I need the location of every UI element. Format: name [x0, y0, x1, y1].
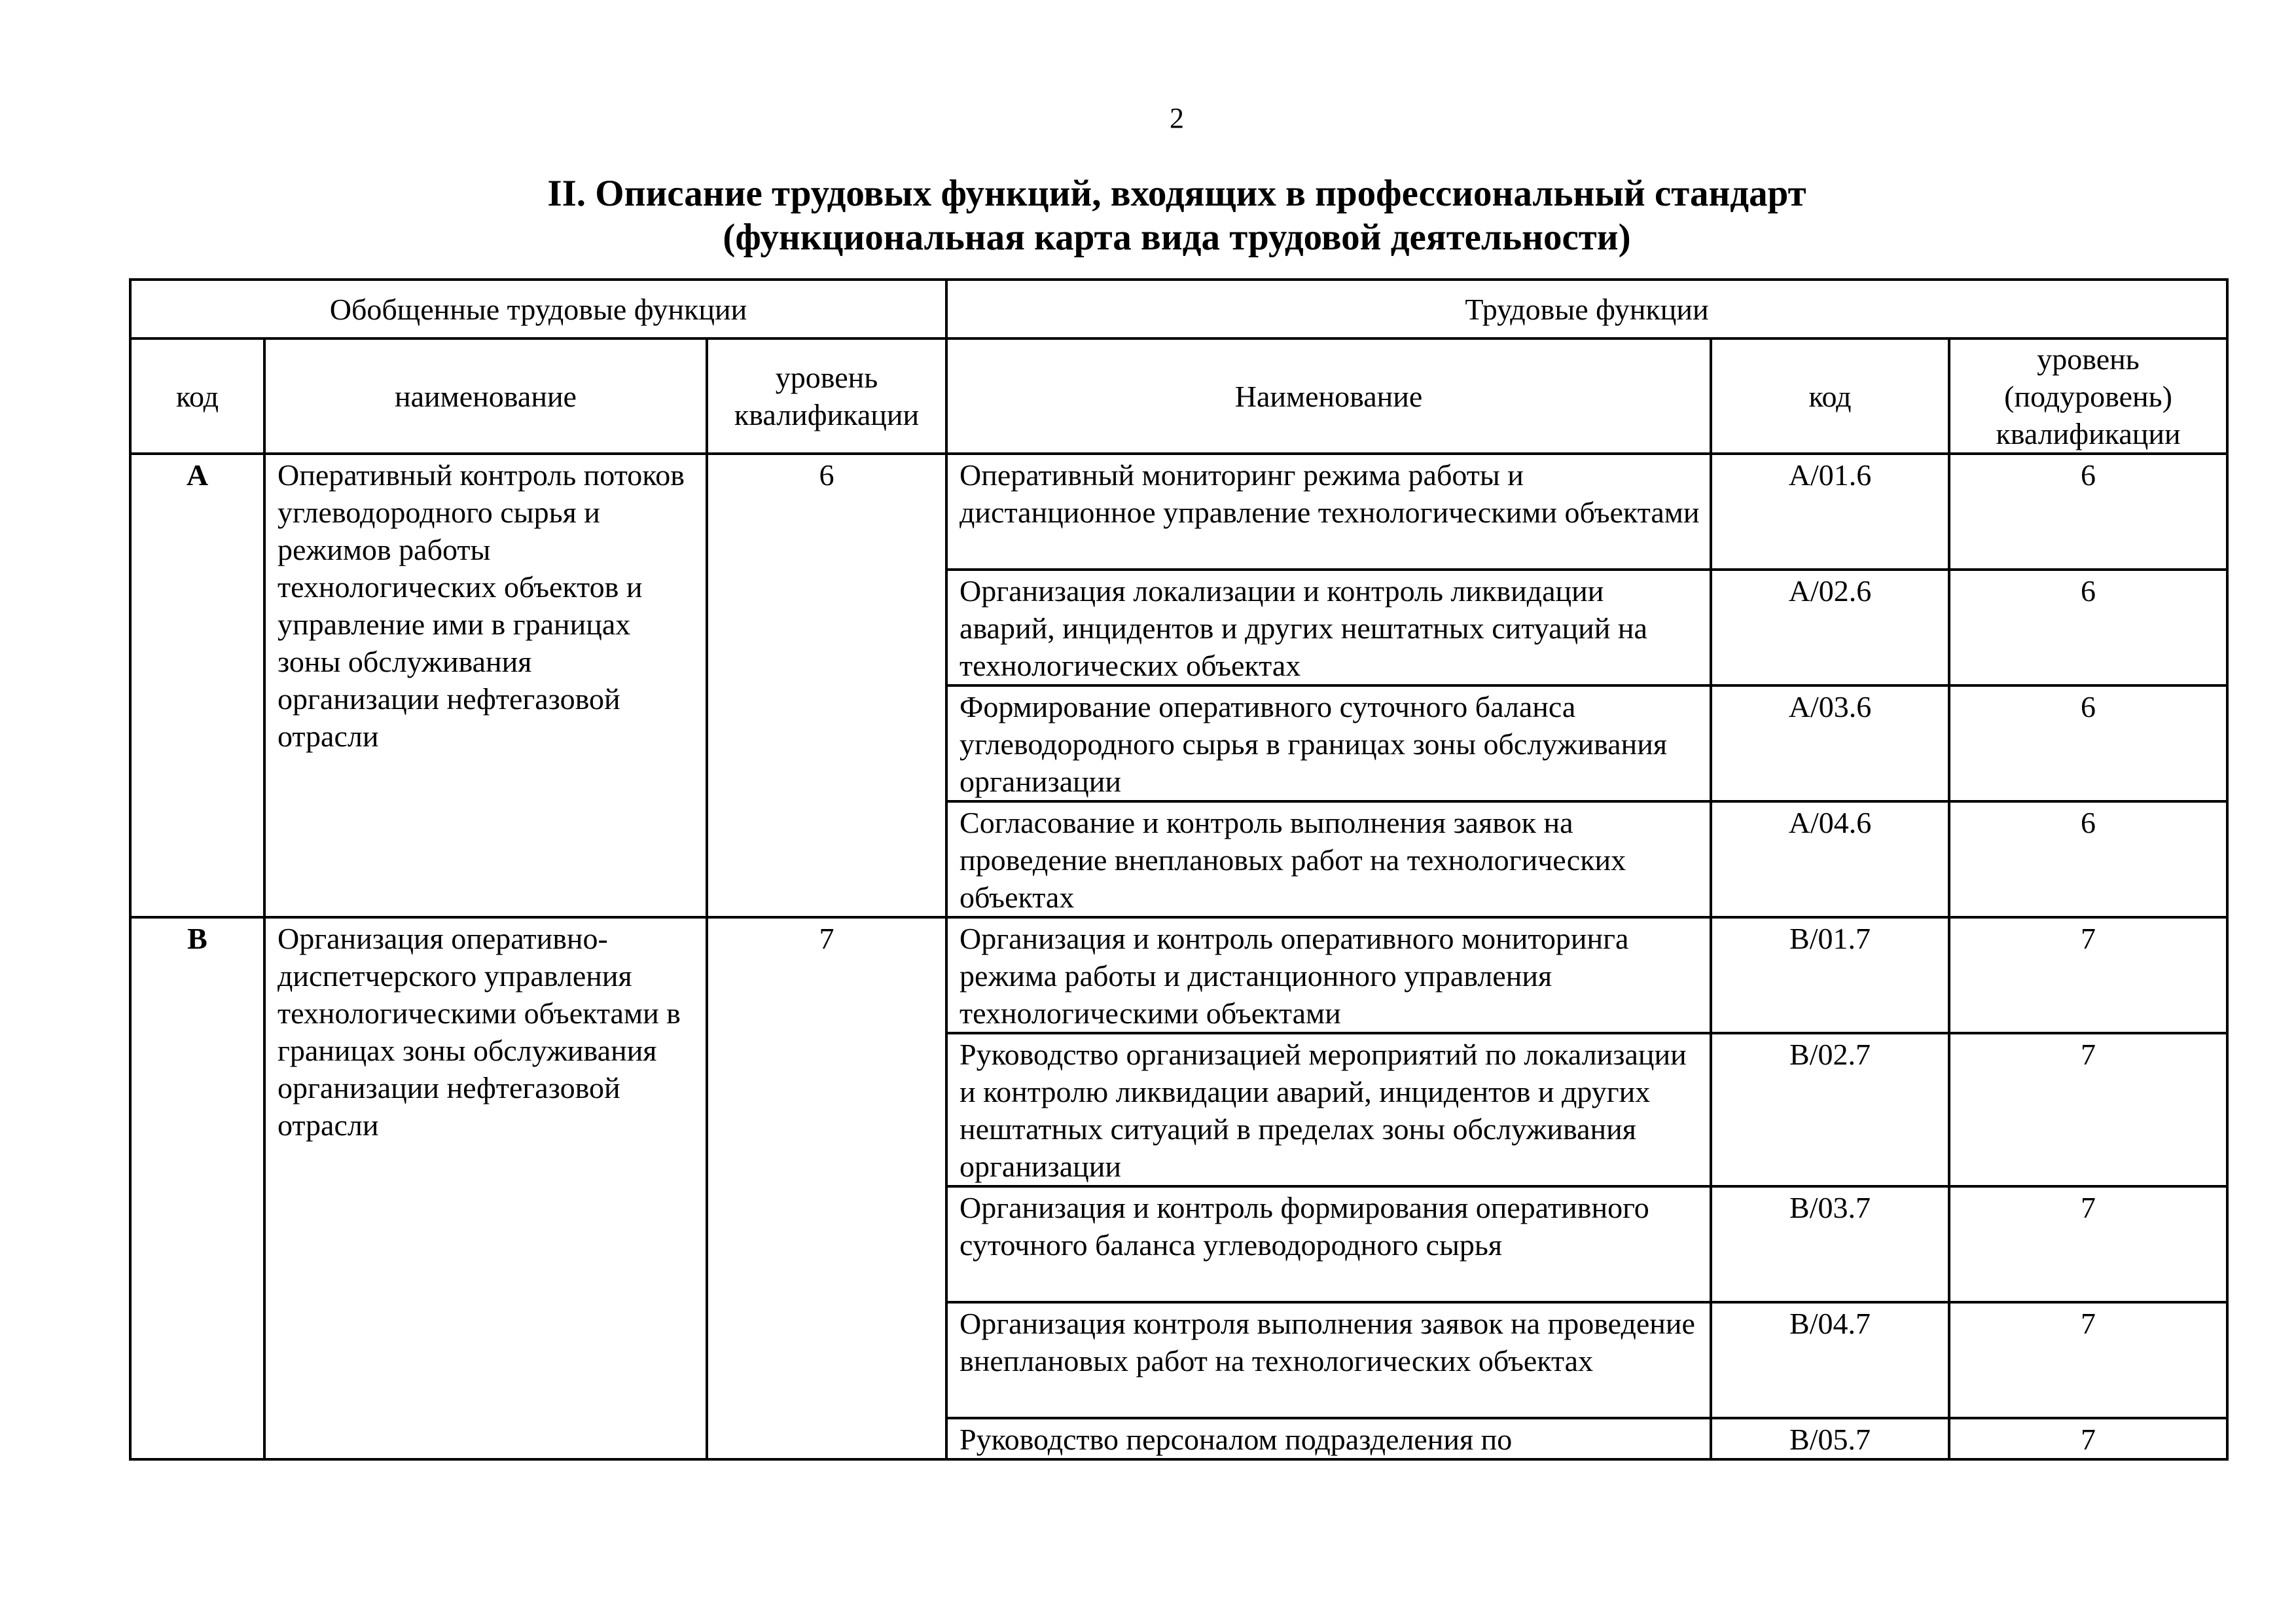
col-header-level: уровень квалификации — [707, 338, 946, 454]
tf-level: 6 — [1949, 454, 2227, 570]
gtf-name-a: Оперативный контроль потоков углеводородного сырья и режимов работы технологических объектов и управление ими в границах зоны обслуживания организации нефтегазовой отрасли — [264, 454, 707, 917]
col-header-code: код — [130, 338, 264, 454]
col-header-tf-code: код — [1711, 338, 1949, 454]
tf-code: В/04.7 — [1711, 1302, 1949, 1418]
tf-code: В/03.7 — [1711, 1186, 1949, 1302]
tf-level: 7 — [1949, 1302, 2227, 1418]
tf-name: Организация и контроль оперативного мониторинга режима работы и дистанционного управления технологическими объектами — [946, 917, 1711, 1033]
functional-map-table — [129, 278, 2229, 1461]
tf-level: 7 — [1949, 917, 2227, 1033]
gtf-level-a: 6 — [707, 454, 946, 917]
tf-name: Руководство организацией мероприятий по локализации и контролю ликвидации аварий, инцидентов и других нештатных ситуаций в пределах зоны обслуживания организации — [946, 1033, 1711, 1186]
tf-level: 7 — [1949, 1418, 2227, 1459]
title-line-1: II. Описание трудовых функций, входящих в профессиональный стандарт — [547, 173, 1806, 214]
tf-level: 6 — [1949, 685, 2227, 801]
tf-name: Оперативный мониторинг режима работы и дистанционное управление технологическими объектами — [946, 454, 1711, 570]
tf-level: 7 — [1949, 1033, 2227, 1186]
tf-name: Организация и контроль формирования оперативного суточного баланса углеводородного сырья — [946, 1186, 1711, 1302]
title-line-2: (функциональная карта вида трудовой деятельности) — [723, 217, 1631, 258]
tf-code: В/02.7 — [1711, 1033, 1949, 1186]
tf-code: В/05.7 — [1711, 1418, 1949, 1459]
table-row — [130, 917, 2227, 1033]
tf-name: Руководство персоналом подразделения по — [946, 1418, 1711, 1459]
group-header-row — [130, 280, 2227, 338]
tf-level: 6 — [1949, 801, 2227, 917]
tf-name: Согласование и контроль выполнения заявок на проведение внеплановых работ на технологических объектах — [946, 801, 1711, 917]
tf-level: 7 — [1949, 1186, 2227, 1302]
col-header-tf-level: уровень (подуровень) квалификации — [1949, 338, 2227, 454]
tf-level: 6 — [1949, 570, 2227, 685]
gtf-name-b: Организация оперативно-диспетчерского управления технологическими объектами в границах зоны обслуживания организации нефтегазовой отрасли — [264, 917, 707, 1459]
table-row — [130, 454, 2227, 570]
tf-code: А/01.6 — [1711, 454, 1949, 570]
tf-code: А/04.6 — [1711, 801, 1949, 917]
page-number: 2 — [1170, 102, 1184, 134]
tf-code: А/02.6 — [1711, 570, 1949, 685]
column-header-row — [130, 338, 2227, 454]
tf-code: В/01.7 — [1711, 917, 1949, 1033]
col-header-tf-name: Наименование — [946, 338, 1711, 454]
labor-functions-header: Трудовые функции — [946, 280, 2227, 338]
col-header-name: наименование — [264, 338, 707, 454]
generalized-functions-header: Обобщенные трудовые функции — [130, 280, 946, 338]
page-title — [0, 172, 2296, 259]
gtf-level-b: 7 — [707, 917, 946, 1459]
tf-name: Организация контроля выполнения заявок на проведение внеплановых работ на технологических объектах — [946, 1302, 1711, 1418]
gtf-code-b: В — [130, 917, 264, 1459]
tf-name: Организация локализации и контроль ликвидации аварий, инцидентов и других нештатных ситуаций на технологических объектах — [946, 570, 1711, 685]
tf-code: А/03.6 — [1711, 685, 1949, 801]
gtf-code-a: А — [130, 454, 264, 917]
tf-name: Формирование оперативного суточного баланса углеводородного сырья в границах зоны обслуживания организации — [946, 685, 1711, 801]
